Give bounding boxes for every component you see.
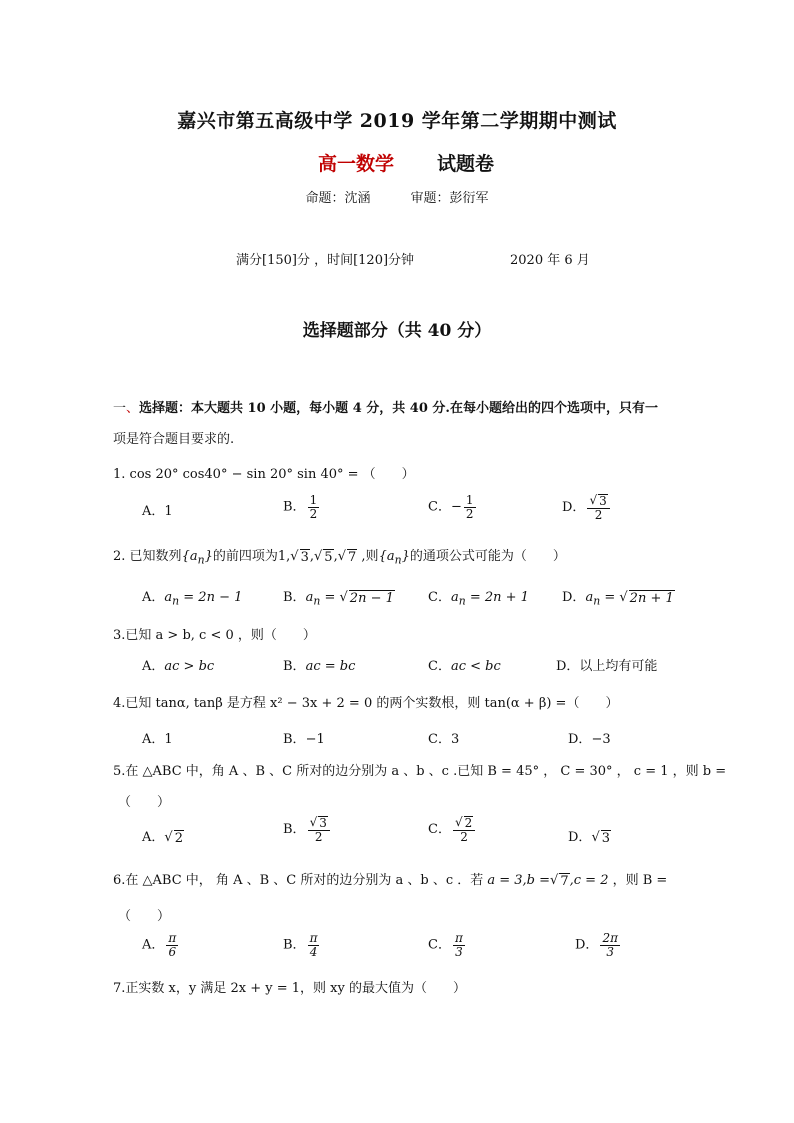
seq-close: } bbox=[204, 549, 213, 564]
var-a: a bbox=[585, 590, 594, 605]
option-label: C． bbox=[428, 937, 451, 953]
frac-den: 2 bbox=[594, 507, 603, 522]
reviewer: 审题：彭衍军 bbox=[410, 191, 489, 206]
q3-stem: 已知 a > b, c < 0 ，则（ ） bbox=[125, 628, 316, 643]
radicand: 7 bbox=[560, 874, 569, 889]
question-7 bbox=[113, 977, 466, 996]
q3-option-a bbox=[142, 655, 214, 674]
fraction bbox=[453, 816, 475, 843]
q7-number: 7. bbox=[113, 981, 126, 996]
option-value: 3 bbox=[450, 732, 460, 747]
frac-num: π bbox=[168, 931, 177, 945]
radicand: 2n + 1 bbox=[629, 591, 674, 606]
sqrt: √ 3 bbox=[589, 493, 607, 508]
option-label: D． bbox=[568, 732, 592, 747]
question-2 bbox=[113, 545, 566, 567]
sqrt: √ 3 bbox=[290, 549, 309, 565]
option-label: B． bbox=[283, 499, 306, 515]
subject-title: 高一数学 bbox=[318, 153, 395, 175]
sqrt: √ 2 bbox=[164, 830, 183, 846]
q2-stem-pre: 已知数列 bbox=[129, 549, 182, 564]
intro-dash: 、 bbox=[126, 401, 140, 416]
frac-den: 2 bbox=[309, 506, 318, 521]
seq-close: } bbox=[401, 549, 410, 564]
radicand: 2 bbox=[464, 816, 473, 830]
sqrt: √ 2n − 1 bbox=[339, 590, 394, 606]
radicand: 7 bbox=[348, 550, 357, 565]
option-label: D． bbox=[562, 590, 586, 605]
option-label: A． bbox=[142, 659, 165, 674]
exam-title: 嘉兴市第五高级中学 2019 学年第二学期期中测试 bbox=[177, 110, 617, 132]
q6-stem-continued: （ ） bbox=[118, 909, 171, 924]
option-value: ac < bc bbox=[450, 659, 501, 674]
option-label: A． bbox=[142, 830, 165, 845]
fraction bbox=[587, 494, 609, 521]
q5-option-a bbox=[142, 826, 184, 846]
q6-cond-a: a = 3,b = bbox=[487, 873, 551, 888]
q2-stem-mid2: ,则 bbox=[357, 549, 379, 564]
q3-option-d: D．以上均有可能 bbox=[556, 659, 658, 674]
rhs: = 2n + 1 bbox=[469, 590, 529, 605]
fraction bbox=[308, 816, 330, 843]
equals: = bbox=[324, 590, 336, 605]
option-label: A． bbox=[142, 937, 165, 953]
q4-option-a bbox=[142, 728, 173, 747]
fraction bbox=[308, 932, 320, 958]
q1-option-a bbox=[142, 500, 173, 519]
author: 命题：沈涵 bbox=[305, 191, 371, 206]
sqrt: √ 2 bbox=[454, 815, 473, 830]
intro-line1: 选择题：本大题共 10 小题，每小题 4 分，共 40 分.在每小题给出的四个选项中，只有一 bbox=[139, 401, 658, 416]
intro-prefix: 一 bbox=[113, 401, 127, 416]
fraction bbox=[308, 494, 320, 520]
var-a: a bbox=[164, 590, 173, 605]
sub-n: n bbox=[172, 594, 180, 608]
sqrt: √ 3 bbox=[591, 830, 611, 846]
sqrt: √ 7 bbox=[337, 549, 357, 565]
option-label: D． bbox=[568, 830, 592, 845]
frac-num bbox=[587, 494, 609, 509]
q1-stem: cos 20° cos40° − sin 20° sin 40° = （ ） bbox=[129, 467, 415, 482]
q1-option-c bbox=[428, 494, 478, 520]
q4-option-d bbox=[568, 728, 611, 747]
option-value: ac = bc bbox=[305, 659, 356, 674]
frac-num bbox=[453, 816, 475, 831]
q2-option-c bbox=[428, 586, 529, 608]
q6-stem-end: ，则 B = bbox=[608, 873, 668, 888]
var-a: a bbox=[305, 590, 314, 605]
q1-option-b bbox=[283, 494, 321, 520]
fraction bbox=[166, 932, 178, 958]
question-6 bbox=[113, 869, 667, 889]
q4-option-b bbox=[283, 728, 325, 747]
question-5 bbox=[113, 760, 726, 779]
radicand: 3 bbox=[300, 550, 309, 565]
q3-option-c bbox=[428, 655, 501, 674]
option-value: 1 bbox=[164, 504, 173, 519]
q6-option-a bbox=[142, 932, 180, 958]
q6-option-c bbox=[428, 932, 467, 958]
rhs: = 2n − 1 bbox=[183, 590, 243, 605]
sqrt: √ 7 bbox=[550, 873, 569, 889]
credits bbox=[0, 187, 794, 206]
q4-option-c bbox=[428, 728, 459, 747]
comma: , bbox=[333, 549, 338, 564]
fraction bbox=[464, 494, 476, 520]
radicand: 3 bbox=[599, 494, 607, 508]
sequence-notation-2 bbox=[378, 549, 410, 567]
q5-option-b bbox=[283, 816, 332, 843]
q6-stem-pre: 在 △ABC 中， 角 A 、B 、C 所对的边分别为 a 、b 、c ．若 bbox=[125, 873, 488, 888]
q3-option-b bbox=[283, 655, 355, 674]
q2-number: 2. bbox=[113, 549, 126, 564]
q2-stem-mid: 的前四项为 bbox=[212, 549, 278, 564]
q6-number: 6. bbox=[113, 873, 126, 888]
var-a: a bbox=[450, 590, 459, 605]
option-label: C． bbox=[428, 659, 451, 674]
fraction bbox=[600, 932, 620, 958]
fraction bbox=[453, 932, 465, 958]
q6-option-b bbox=[283, 932, 321, 958]
seq-sub: n bbox=[394, 553, 402, 567]
radicand: 5 bbox=[324, 550, 333, 565]
option-label: B． bbox=[283, 937, 306, 953]
q2-stem-end: 的通项公式可能为（ ） bbox=[409, 549, 566, 564]
q6-cond-c: ,c = 2 bbox=[569, 873, 609, 888]
seq-sub: n bbox=[197, 553, 205, 567]
option-label: A． bbox=[142, 590, 165, 605]
q5-option-c bbox=[428, 816, 477, 843]
q5-number: 5. bbox=[113, 764, 126, 779]
section-intro-line1 bbox=[113, 397, 658, 416]
q2-terms bbox=[278, 549, 357, 564]
paper-type: 试题卷 bbox=[437, 153, 495, 175]
frac-num: 2π bbox=[602, 931, 618, 945]
radicand: 3 bbox=[601, 831, 611, 846]
frac-num: 1 bbox=[465, 493, 474, 507]
option-label: C． bbox=[428, 822, 451, 838]
option-label: D． bbox=[562, 500, 586, 516]
frac-den: 4 bbox=[309, 944, 318, 959]
q7-stem: 正实数 x，y 满足 2x + y = 1，则 xy 的最大值为（ ） bbox=[125, 981, 466, 996]
option-label: B． bbox=[283, 822, 306, 838]
q2-option-d bbox=[562, 586, 675, 608]
q5-stem-continued: （ ） bbox=[118, 795, 171, 810]
sub-n: n bbox=[593, 594, 601, 608]
equals: = bbox=[604, 590, 616, 605]
frac-den: 3 bbox=[606, 944, 615, 959]
q4-number: 4. bbox=[113, 696, 126, 711]
term-1: 1, bbox=[277, 549, 291, 564]
frac-num bbox=[308, 816, 330, 831]
section-intro-line2: 项是符合题目要求的. bbox=[113, 432, 235, 447]
option-label: D． bbox=[575, 937, 599, 953]
q3-number: 3. bbox=[113, 628, 126, 643]
seq-open: {a bbox=[181, 549, 198, 564]
frac-den: 2 bbox=[314, 829, 323, 844]
option-value: ac > bc bbox=[164, 659, 215, 674]
option-label: C． bbox=[428, 590, 451, 605]
frac-den: 2 bbox=[465, 506, 474, 521]
question-4 bbox=[113, 692, 618, 711]
frac-den: 3 bbox=[455, 944, 463, 959]
option-label: C． bbox=[428, 499, 451, 515]
comma: , bbox=[309, 549, 314, 564]
section-heading: 选择题部分（共 40 分） bbox=[302, 321, 492, 341]
seq-open: {a bbox=[378, 549, 395, 564]
frac-num: 1 bbox=[309, 493, 318, 507]
option-value: 1 bbox=[164, 732, 173, 747]
q6-option-d bbox=[575, 932, 622, 958]
option-label: B． bbox=[283, 590, 306, 605]
option-label: A． bbox=[142, 504, 165, 519]
sqrt: √ 3 bbox=[309, 815, 327, 830]
sub-n: n bbox=[458, 594, 466, 608]
question-1 bbox=[113, 463, 415, 482]
sub-n: n bbox=[313, 594, 321, 608]
frac-num: π bbox=[454, 931, 463, 945]
option-label: B． bbox=[283, 659, 306, 674]
q5-stem: 在 △ABC 中，角 A 、B 、C 所对的边分别为 a 、b 、c .已知 B = 45° ， C = 30° ， c = 1 ，则 b = bbox=[125, 764, 727, 779]
radicand: 3 bbox=[319, 816, 327, 830]
option-value: −1 bbox=[305, 732, 325, 747]
option-label: B． bbox=[283, 732, 306, 747]
exam-date: 2020 年 6 月 bbox=[510, 253, 590, 268]
option-value: −3 bbox=[591, 732, 611, 747]
score-time: 满分[150]分 ，时间[120]分钟 bbox=[236, 253, 415, 268]
radicand: 2 bbox=[174, 831, 183, 846]
minus-sign: − bbox=[450, 499, 462, 515]
q4-stem: 已知 tanα, tanβ 是方程 x² − 3x + 2 = 0 的两个实数根，则 tan(α + β) =（ ） bbox=[125, 696, 619, 711]
q1-option-d bbox=[562, 494, 612, 521]
frac-den: 6 bbox=[168, 944, 177, 959]
q5-option-d bbox=[568, 826, 611, 846]
frac-num: π bbox=[309, 931, 318, 945]
option-label: A． bbox=[142, 732, 165, 747]
frac-den: 2 bbox=[460, 829, 468, 844]
option-label: C． bbox=[428, 732, 451, 747]
sequence-notation bbox=[181, 549, 213, 567]
sqrt: √ 2n + 1 bbox=[619, 590, 674, 606]
q1-number: 1. bbox=[113, 467, 126, 482]
sqrt: √ 5 bbox=[314, 549, 333, 565]
q2-option-a bbox=[142, 586, 242, 608]
radicand: 2n − 1 bbox=[349, 591, 394, 606]
question-3 bbox=[113, 624, 316, 643]
q2-option-b bbox=[283, 586, 395, 608]
